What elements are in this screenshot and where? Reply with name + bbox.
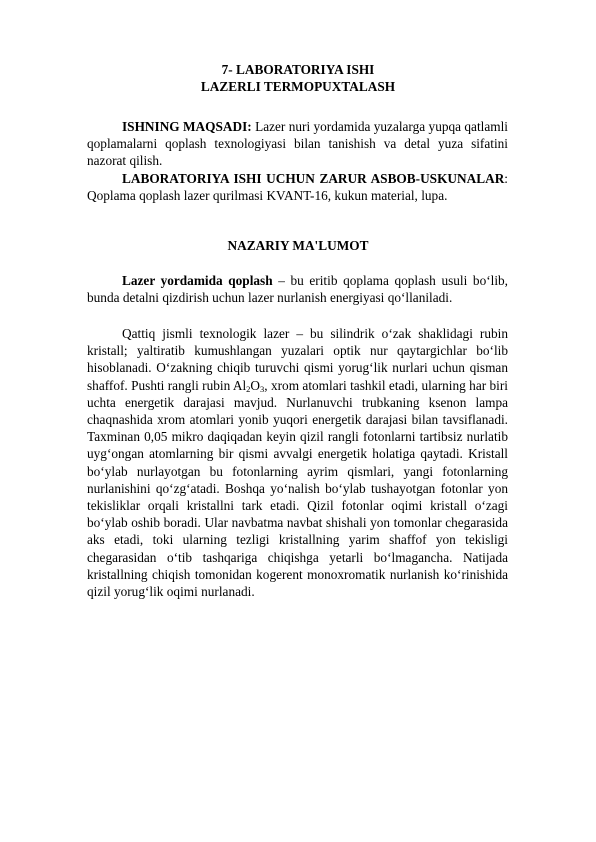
theory-body-section [87, 325, 508, 600]
laser-text-part1: Qattiq jismli texnologik lazer – bu silindrik o‘zak shaklidagi rubin kristall; yaltiratib kumushlangan yuzalari optik nur qaytargichlar bo‘lib hisoblanadi. O‘zakning chiqib turuvchi qismi yorug‘lik nurlari uchun qisman shaffof. Pushti rangli rubin Al [87, 326, 508, 393]
theory-definition-section [87, 272, 508, 306]
definition-paragraph [87, 272, 508, 306]
goal-paragraph [87, 118, 508, 170]
subscript-3: 3 [260, 383, 265, 394]
goal-label: ISHNING MAQSADI: [122, 119, 252, 134]
laser-text-part3: , xrom atomlari tashkil etadi, ularning har biri uchta energetik darajasi mavjud. Nurlanuvchi trubkaning ksenon lampa chaqnashida xrom atomlari yonib yuqori energetik darajasi bilan tavsiflanadi. Taxminan 0,05 mikro daqiqadan keyin qizil rangli fotonlarni tartibsiz nurlatib uyg‘ongan atomlarning bir qismi avvalgi energetik holatiga qaytadi. Kristall bo‘ylab nurlayotgan bu fotonlarning ayrim qismlari, yangi fotonlarning nurlanishini qo‘zg‘atadi. Boshqa yo‘nalish bo‘ylab tushayotgan fotonlar yon tekisliklar orqali kristallni tark etadi. Qizil fotonlar oqimi kristall o‘zagi bo‘ylab oshib boradi. Ular navbatma navbat shishali yon tomonlar chegarasida aks etadi, toki ularning tezligi kristallning yarim shaffof yon tekisligi chegarasidan o‘tib tashqariga chiqishga yetarli bo‘lmagancha. Natijada kristallning chiqish tomonidan kogerent monoxromatik nurlanish ko‘rinishida qizil yorug‘lik oqimi nurlanadi. [87, 377, 508, 600]
definition-term: Lazer yordamida qoplash [122, 273, 273, 288]
definition-text: – bu eritib qoplama qoplash usuli bo‘lib, bunda detalni qizdirish uchun lazer nurlanish energiyasi qo‘llaniladi. [87, 273, 509, 306]
equipment-label: LABORATORIYA ISHI UCHUN ZARUR ASBOB-USKUNALAR [122, 171, 505, 186]
lab-number-heading: 7- LABORATORIYA ISHI [221, 62, 375, 77]
goal-text: Lazer nuri yordamida yuzalarga yupqa qatlamli qoplamalarni qoplash texnologiyasi bilan tanishish va detal yuza sifatini nazorat qilish. [87, 119, 508, 169]
laser-text-part2: O [250, 377, 261, 393]
goal-section [87, 118, 508, 170]
theory-heading: NAZARIY MA'LUMOT [227, 238, 369, 253]
subscript-2: 2 [246, 383, 251, 394]
equipment-text: : Qoplama qoplash lazer qurilmasi KVANT-16, kukun material, lupa. [87, 171, 508, 204]
equipment-paragraph [87, 170, 508, 204]
equipment-section [87, 170, 508, 204]
laser-description-paragraph [87, 325, 508, 600]
lab-title-heading: LAZERLI TERMOPUXTALASH [200, 79, 396, 94]
